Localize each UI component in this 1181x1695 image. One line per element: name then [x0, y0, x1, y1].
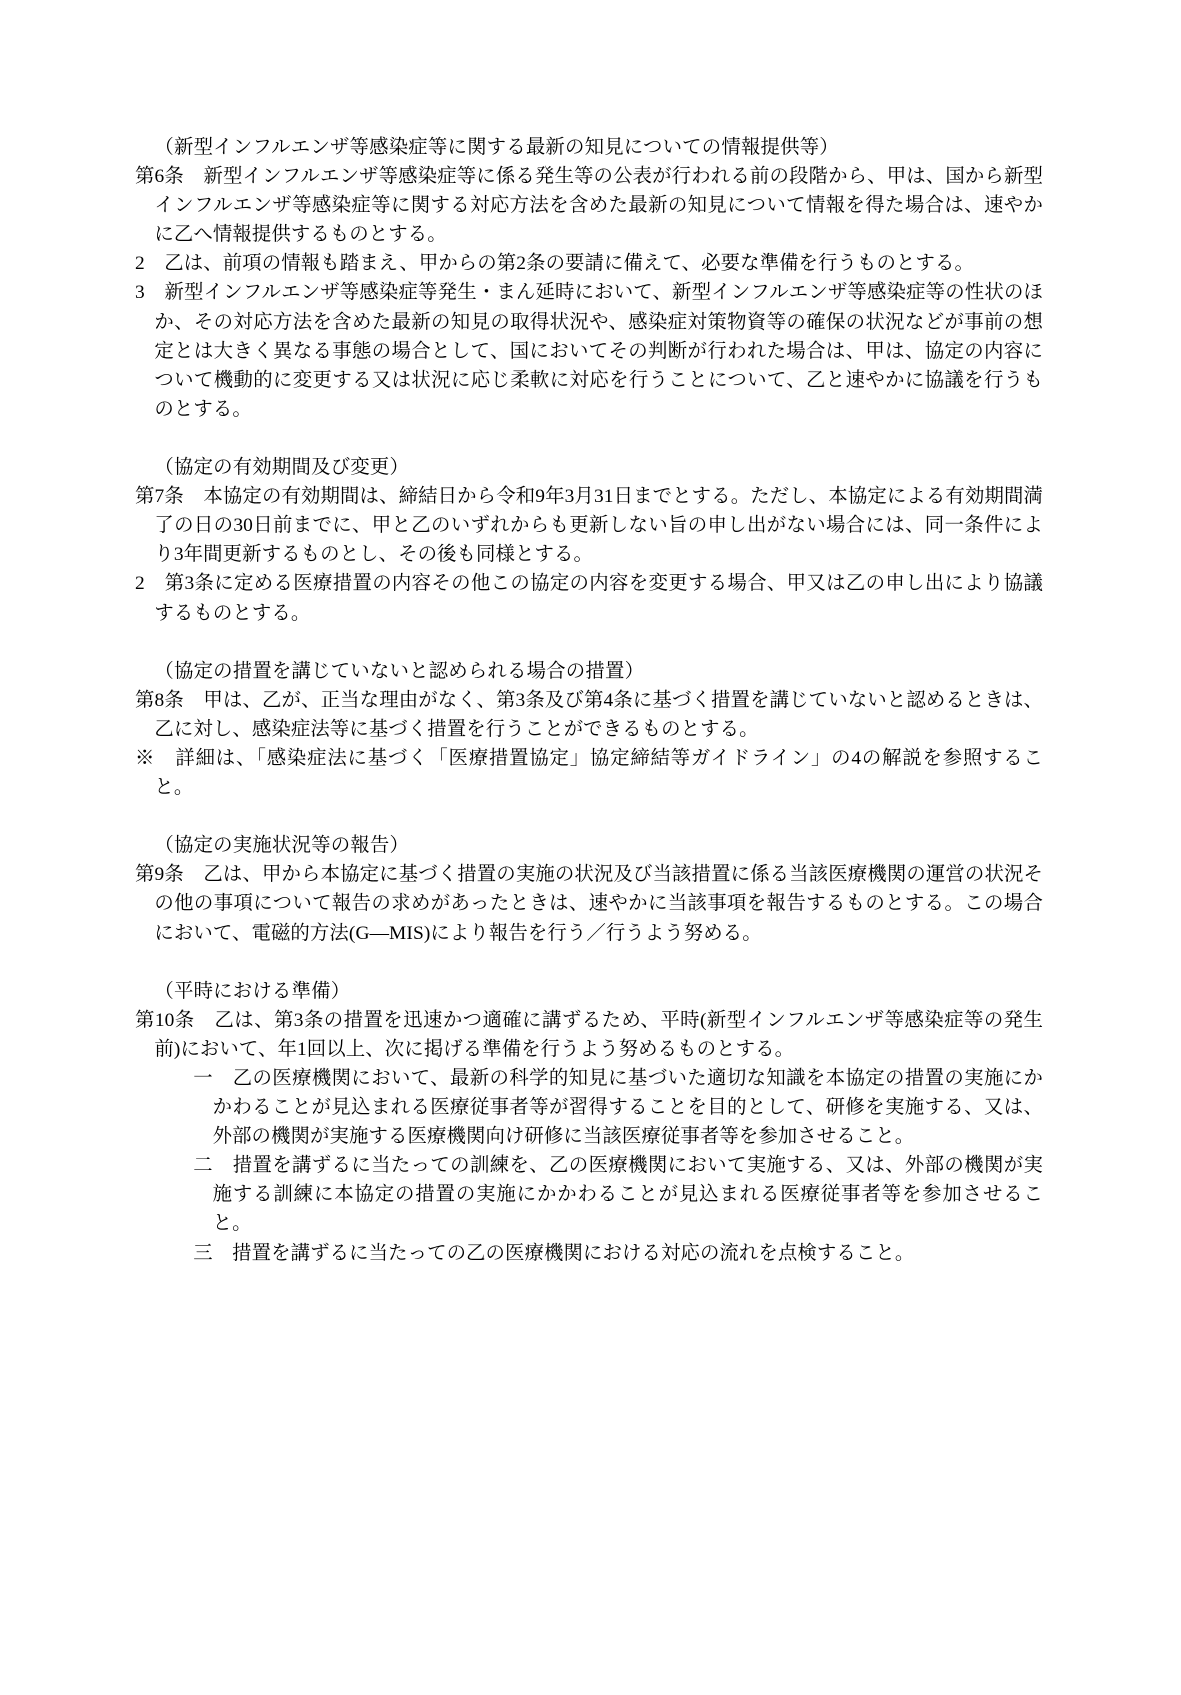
article-6-paragraph-2: 2 乙は、前項の情報も踏まえ、甲からの第2条の要請に備えて、必要な準備を行うものとする。 — [135, 253, 974, 275]
article-8-paragraph-1: 第8条 甲は、乙が、正当な理由がなく、第3条及び第4条に基づく措置を講じていないと認めるときは、乙に対し、感染症法等に基づく措置を行うことができるものとする。 — [135, 689, 1043, 740]
blank-line-3 — [135, 802, 1043, 831]
heading-article-10: （平時における準備） — [154, 980, 351, 1002]
heading-article-6: （新型インフルエンザ等感染症等に関する最新の知見についての情報提供等） — [154, 137, 839, 158]
article-8-note: ※ 詳細は、「感染症法に基づく「医療措置協定」協定締結等ガイドライン」の4の解説を参照すること。 — [135, 747, 1043, 799]
article-9-paragraph-1: 第9条 乙は、甲から本協定に基づく措置の実施の状況及び当該措置に係る当該医療機関の運営の状況その他の事項について報告の求めがあったときは、速やかに当該事項を報告するものとする。この場合において、電磁的方法(G—MIS)により報告を行う／行うよう努める。 — [135, 864, 1043, 944]
article-7-paragraph-1: 第7条 本協定の有効期間は、締結日から令和9年3月31日までとする。ただし、本協定による有効期間満了の日の30日前までに、甲と乙のいずれからも更新しない旨の申し出がない場合には、同一条件により3年間更新するものとし、その後も同様とする。 — [135, 486, 1043, 566]
blank-line-1 — [135, 424, 1043, 453]
article-10-item-3: 三 措置を講ずるに当たっての乙の医療機関における対応の流れを点検すること。 — [193, 1242, 915, 1264]
document-body — [135, 133, 1043, 1268]
article-10-item-2: 二 措置を講ずるに当たっての訓練を、乙の医療機関において実施する、又は、外部の機関が実施する訓練に本協定の措置の実施にかかわることが見込まれる医療従事者等を参加させること。 — [193, 1155, 1043, 1235]
article-6-paragraph-3: 3 新型インフルエンザ等感染症等発生・まん延時において、新型インフルエンザ等感染症等の性状のほか、その対応方法を含めた最新の知見の取得状況や、感染症対策物資等の確保の状況などが事前の想定とは大きく異なる事態の場合として、国においてその判断が行われた場合は、甲は、協定の内容について機動的に変更する又は状況に応じ柔軟に対応を行うことについて、乙と速やかに協議を行うものとする。 — [135, 282, 1043, 420]
article-7-paragraph-2: 2 第3条に定める医療措置の内容その他この協定の内容を変更する場合、甲又は乙の申し出により協議するものとする。 — [135, 573, 1043, 624]
heading-article-7: （協定の有効期間及び変更） — [154, 457, 410, 479]
blank-line-4 — [135, 948, 1043, 977]
article-10-item-1: 一 乙の医療機関において、最新の科学的知見に基づいた適切な知識を本協定の措置の実施にかかわることが見込まれる医療従事者等が習得することを目的として、研修を実施する、又は、外部の機関が実施する医療機関向け研修に当該医療従事者等を参加させること。 — [193, 1068, 1043, 1148]
article-10-paragraph-1: 第10条 乙は、第3条の措置を迅速かつ適確に講ずるため、平時(新型インフルエンザ等感染症等の発生前)において、年1回以上、次に掲げる準備を行うよう努めるものとする。 — [135, 1009, 1043, 1060]
heading-article-8: （協定の措置を講じていないと認められる場合の措置） — [154, 660, 645, 682]
heading-article-9: （協定の実施状況等の報告） — [154, 835, 410, 857]
blank-line-2 — [135, 628, 1043, 657]
article-6-paragraph-1: 第6条 新型インフルエンザ等感染症等に係る発生等の公表が行われる前の段階から、甲は、国から新型インフルエンザ等感染症等に関する対応方法を含めた最新の知見について情報を得た場合は、速やかに乙へ情報提供するものとする。 — [135, 166, 1043, 246]
